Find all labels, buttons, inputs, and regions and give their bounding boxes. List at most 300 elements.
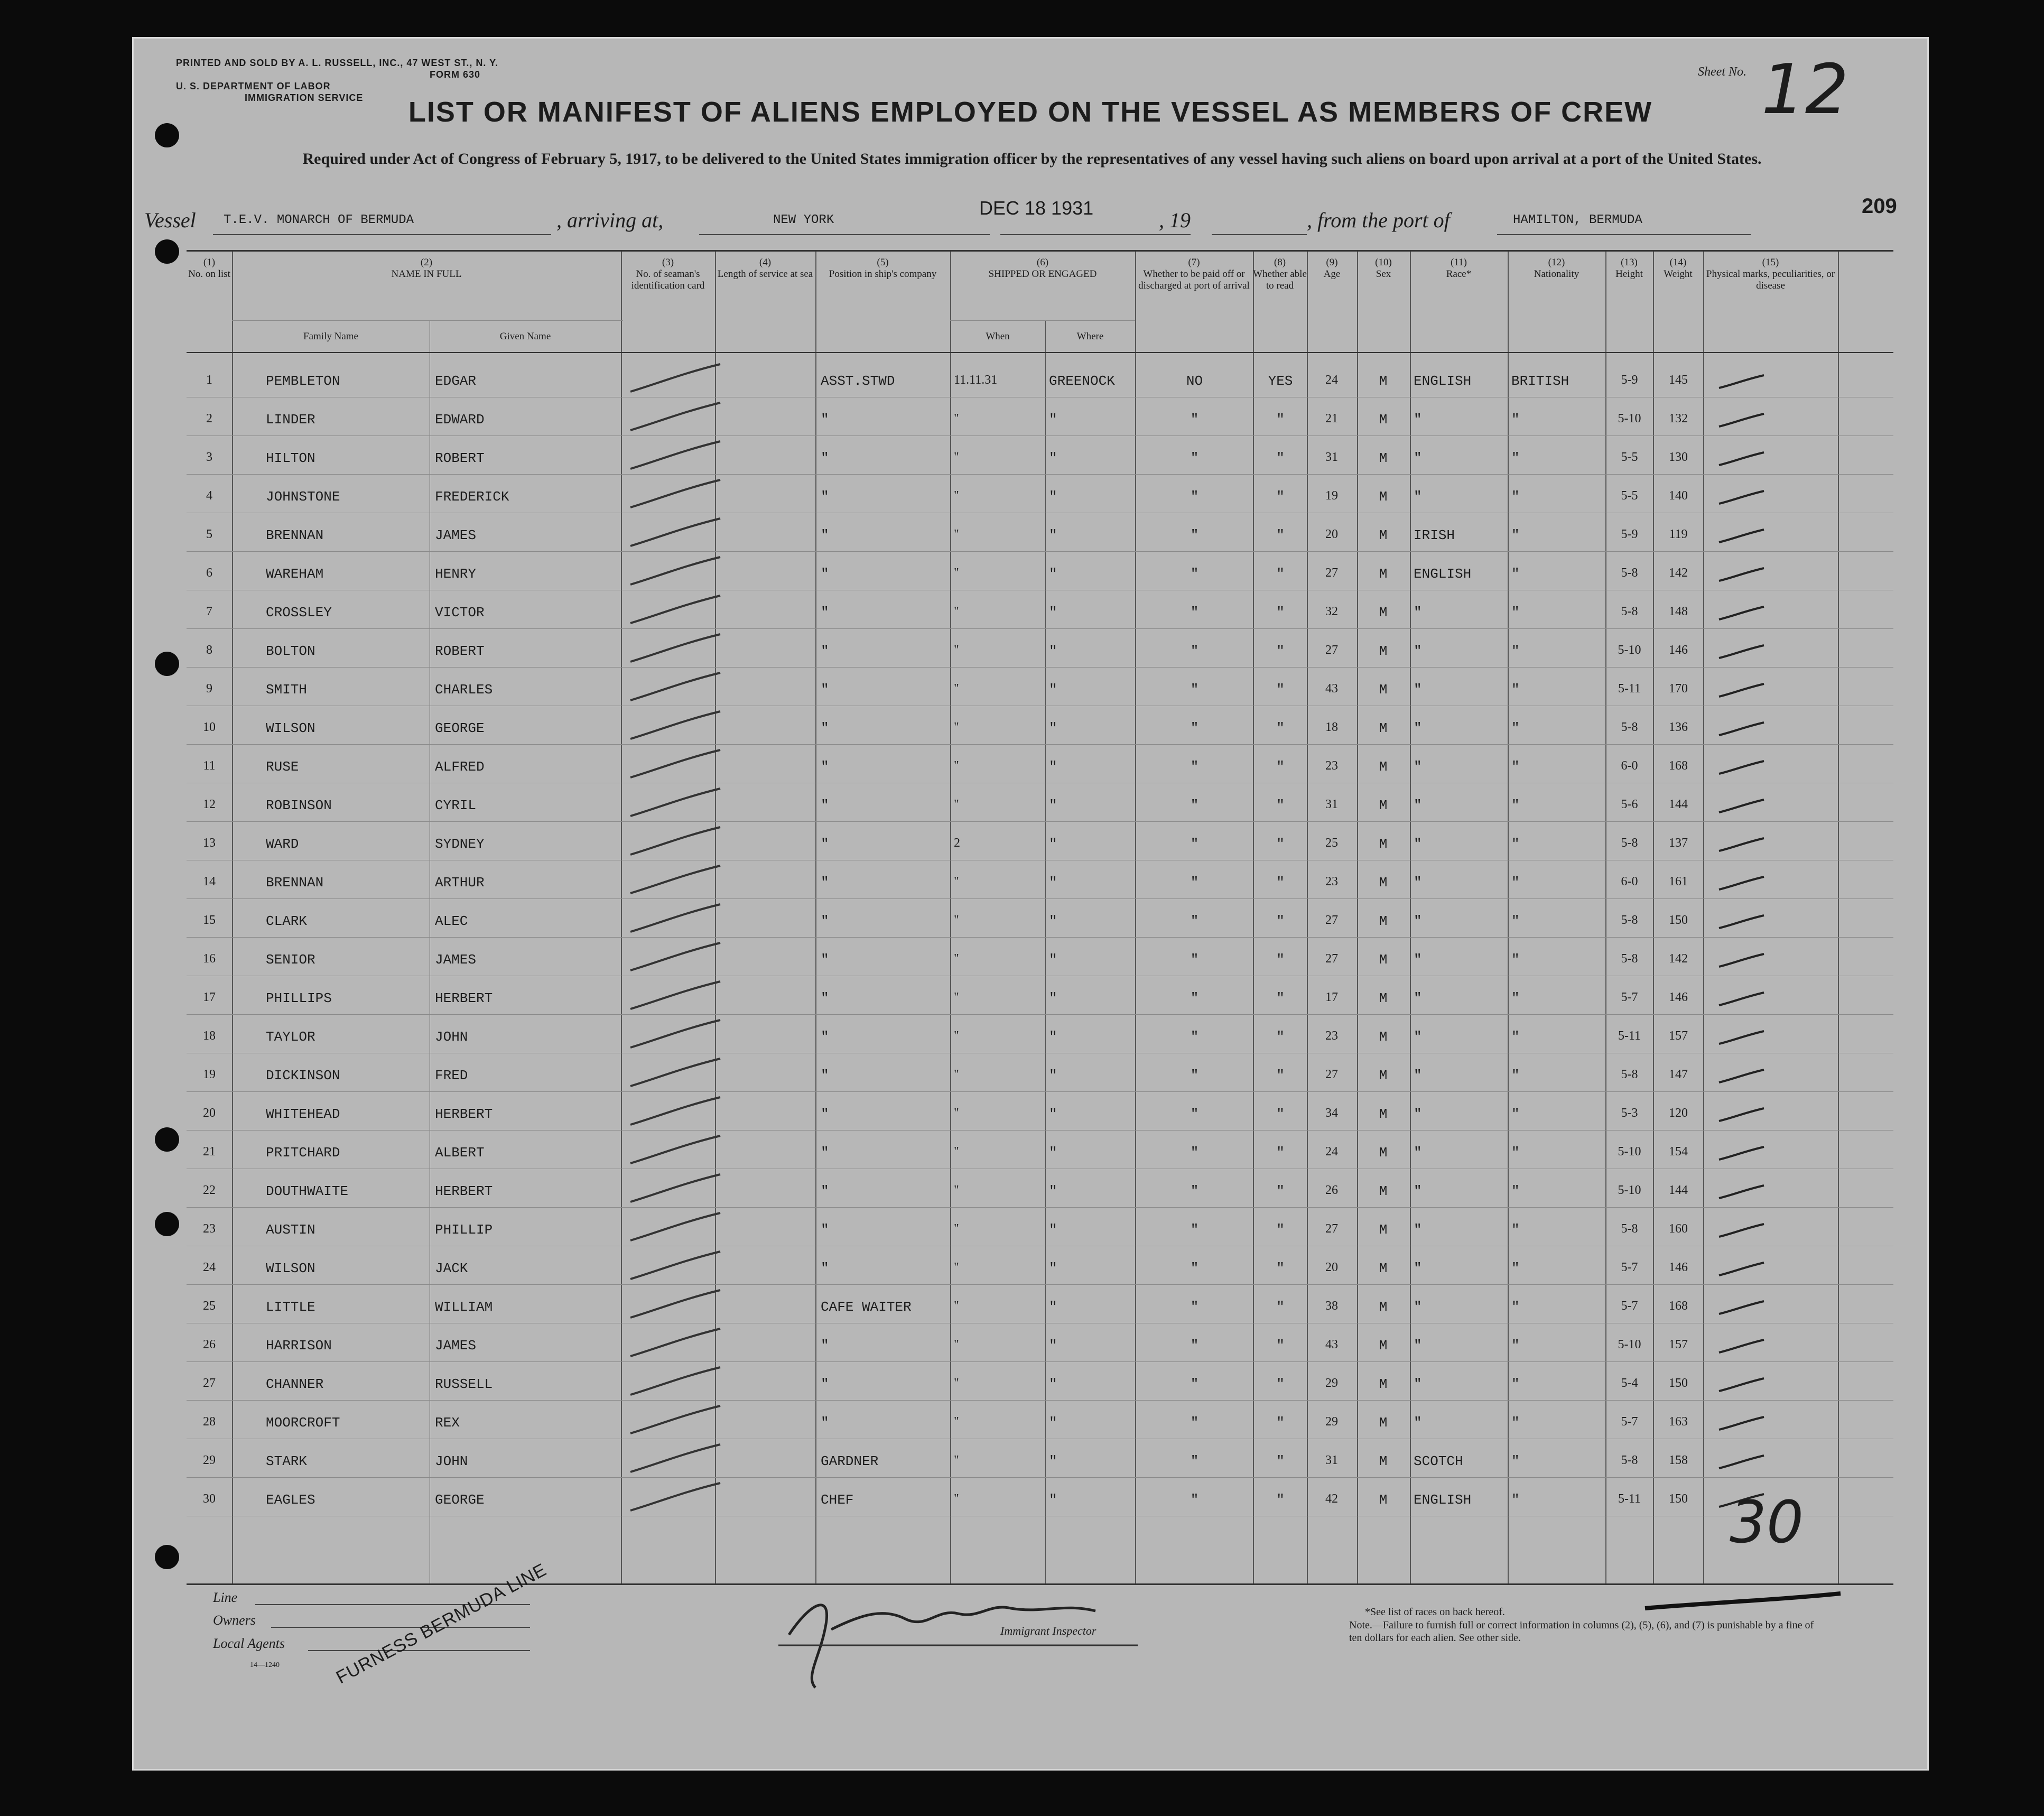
cell-when: " — [954, 412, 959, 425]
arriving-label: , arriving at, — [556, 208, 664, 232]
cell-height: 5-5 — [1621, 450, 1638, 464]
cell-height: 5-6 — [1621, 798, 1638, 811]
cell-height: 5-10 — [1618, 412, 1641, 425]
cell-given: HERBERT — [435, 1106, 493, 1122]
cell-weight: 150 — [1669, 1376, 1688, 1390]
cell-paid: " — [1190, 450, 1199, 466]
cell-when: " — [954, 1299, 959, 1313]
col-header-age: (9) Age — [1323, 257, 1341, 280]
check-mark-icon — [625, 1054, 726, 1091]
cell-age: 43 — [1325, 682, 1338, 696]
cell-race: " — [1414, 836, 1422, 852]
cell-no: 21 — [203, 1145, 216, 1159]
cell-read: " — [1276, 759, 1285, 775]
cell-race: IRISH — [1414, 527, 1455, 543]
cell-where: " — [1049, 1299, 1057, 1315]
cell-nationality: " — [1511, 412, 1520, 428]
cell-weight: 146 — [1669, 643, 1688, 657]
cell-nationality: " — [1511, 450, 1520, 466]
cell-position: " — [821, 450, 829, 466]
cell-family: STARK — [266, 1453, 308, 1469]
cell-no: 23 — [203, 1222, 216, 1236]
cell-nationality: " — [1511, 1261, 1520, 1276]
cell-no: 27 — [203, 1376, 216, 1390]
cell-given: JOHN — [435, 1453, 468, 1469]
cell-race: " — [1414, 1376, 1422, 1392]
cell-read: " — [1276, 412, 1285, 428]
cell-nationality: " — [1511, 720, 1520, 736]
check-mark-icon — [625, 1402, 726, 1439]
cell-where: " — [1049, 952, 1057, 968]
col-header-nationality: (12) Nationality — [1534, 257, 1580, 280]
cell-age: 43 — [1325, 1338, 1338, 1351]
cell-read: " — [1276, 489, 1285, 505]
page-subtitle: Required under Act of Congress of February 5, 1917, to be delivered to the United States immigration officer by the representatives of any vessel having such aliens on board upon arrival at a port of the United States. — [302, 150, 1762, 168]
punch-hole — [155, 652, 179, 676]
check-mark-icon — [625, 1324, 726, 1361]
cell-no: 13 — [203, 836, 216, 850]
cell-no: 18 — [203, 1029, 216, 1043]
races-note: *See list of races on back hereof. — [1365, 1606, 1505, 1618]
cell-sex: M — [1379, 643, 1388, 659]
check-mark-icon — [625, 1440, 726, 1477]
cell-when: 2 — [954, 836, 960, 850]
cell-height: 6-0 — [1621, 875, 1638, 888]
cell-weight: 145 — [1669, 373, 1688, 387]
cell-height: 5-7 — [1621, 1261, 1638, 1274]
cell-nationality: " — [1511, 798, 1520, 813]
tick-mark-icon — [1716, 796, 1769, 818]
cell-paid: " — [1190, 875, 1199, 891]
cell-race: " — [1414, 1068, 1422, 1083]
cell-sex: M — [1379, 373, 1388, 389]
cell-weight: 130 — [1669, 450, 1688, 464]
cell-no: 11 — [203, 759, 216, 773]
cell-where: " — [1049, 875, 1057, 891]
cell-paid: " — [1190, 1453, 1199, 1469]
cell-nationality: " — [1511, 759, 1520, 775]
cell-weight: 132 — [1669, 412, 1688, 425]
company-stamp: FURNESS BERMUDA LINE — [332, 1559, 550, 1688]
cell-where: " — [1049, 1029, 1057, 1045]
printer-line: PRINTED AND SOLD BY A. L. RUSSELL, INC., 47 WEST ST., N. Y. — [176, 58, 499, 68]
cell-paid: " — [1190, 1492, 1199, 1508]
cell-where: " — [1049, 605, 1057, 620]
cell-position: " — [821, 1261, 829, 1276]
cell-paid: " — [1190, 1068, 1199, 1083]
total-count: 30 — [1730, 1488, 1804, 1556]
check-mark-icon — [625, 476, 726, 513]
cell-given: VICTOR — [435, 605, 485, 620]
cell-weight: 119 — [1669, 527, 1688, 541]
cell-height: 5-7 — [1621, 1299, 1638, 1313]
cell-read: " — [1276, 1029, 1285, 1045]
tick-mark-icon — [1716, 835, 1769, 856]
col-header-where: Where — [1076, 331, 1104, 342]
penalty-note: Note.—Failure to furnish full or correct information in columns (2), (5), (6), and (7) is punishable by a fine of ten dollars for each alien. See other side. — [1349, 1619, 1814, 1644]
cell-given: GEORGE — [435, 1492, 485, 1508]
punch-hole — [155, 239, 179, 264]
cell-sex: M — [1379, 1222, 1388, 1238]
cell-read: " — [1276, 450, 1285, 466]
cell-given: JAMES — [435, 952, 477, 968]
cell-given: REX — [435, 1415, 460, 1431]
check-mark-icon — [625, 1209, 726, 1246]
cell-height: 5-8 — [1621, 1068, 1638, 1081]
cell-position: CHEF — [821, 1492, 854, 1508]
cell-when: " — [954, 1106, 959, 1120]
cell-read: " — [1276, 1453, 1285, 1469]
cell-height: 5-8 — [1621, 1222, 1638, 1236]
cell-position: " — [821, 1183, 829, 1199]
cell-height: 5-9 — [1621, 527, 1638, 541]
cell-where: " — [1049, 759, 1057, 775]
cell-family: CROSSLEY — [266, 605, 332, 620]
tick-mark-icon — [1716, 951, 1769, 972]
cell-given: EDWARD — [435, 412, 485, 428]
cell-given: ARTHUR — [435, 875, 485, 891]
cell-given: ROBERT — [435, 450, 485, 466]
cell-sex: M — [1379, 875, 1388, 891]
cell-paid: " — [1190, 1338, 1199, 1354]
cell-weight: 142 — [1669, 952, 1688, 966]
cell-paid: " — [1190, 527, 1199, 543]
cell-height: 5-4 — [1621, 1376, 1638, 1390]
cell-family: BOLTON — [266, 643, 315, 659]
cell-nationality: " — [1511, 1029, 1520, 1045]
col-header-name: (2) NAME IN FULL — [391, 257, 462, 280]
cell-read: " — [1276, 720, 1285, 736]
cell-position: " — [821, 566, 829, 582]
col-header-when: When — [986, 331, 1010, 342]
cell-sex: M — [1379, 1068, 1388, 1083]
cell-weight: 150 — [1669, 913, 1688, 927]
cell-where: " — [1049, 1453, 1057, 1469]
cell-when: " — [954, 566, 959, 580]
cell-height: 5-7 — [1621, 990, 1638, 1004]
col-header-height: (13) Height — [1615, 257, 1643, 280]
cell-position: " — [821, 836, 829, 852]
cell-weight: 157 — [1669, 1338, 1688, 1351]
cell-given: CYRIL — [435, 798, 477, 813]
cell-no: 22 — [203, 1183, 216, 1197]
cell-race: " — [1414, 643, 1422, 659]
cell-height: 5-11 — [1618, 1029, 1641, 1043]
tick-mark-icon — [1716, 449, 1769, 470]
cell-no: 28 — [203, 1415, 216, 1429]
cell-nationality: " — [1511, 1068, 1520, 1083]
cell-when: " — [954, 1068, 959, 1081]
cell-family: DOUTHWAITE — [266, 1183, 349, 1199]
cell-no: 19 — [203, 1068, 216, 1081]
cell-where: " — [1049, 1183, 1057, 1199]
owners-label: Owners — [213, 1613, 256, 1628]
cell-position: " — [821, 1145, 829, 1161]
cell-read: " — [1276, 875, 1285, 891]
cell-sex: M — [1379, 798, 1388, 813]
inspector-signature — [768, 1571, 1169, 1698]
cell-height: 5-8 — [1621, 913, 1638, 927]
cell-where: " — [1049, 1376, 1057, 1392]
cell-sex: M — [1379, 1029, 1388, 1045]
cell-given: WILLIAM — [435, 1299, 493, 1315]
cell-when: " — [954, 489, 959, 503]
cell-nationality: " — [1511, 913, 1520, 929]
sheet-label: Sheet No. — [1698, 65, 1746, 79]
cell-family: JOHNSTONE — [266, 489, 340, 505]
cell-family: AUSTIN — [266, 1222, 315, 1238]
cell-no: 17 — [203, 990, 216, 1004]
cell-age: 20 — [1325, 527, 1338, 541]
cell-read: " — [1276, 1106, 1285, 1122]
cell-given: FRED — [435, 1068, 468, 1083]
cell-family: DICKINSON — [266, 1068, 340, 1083]
tick-mark-icon — [1716, 1028, 1769, 1049]
tick-mark-icon — [1716, 989, 1769, 1011]
cell-no: 20 — [203, 1106, 216, 1120]
cell-where: " — [1049, 527, 1057, 543]
cell-race: " — [1414, 1029, 1422, 1045]
cell-read: " — [1276, 527, 1285, 543]
crew-table — [187, 250, 1893, 1585]
cell-family: HARRISON — [266, 1338, 332, 1354]
cell-position: " — [821, 952, 829, 968]
cell-given: HENRY — [435, 566, 477, 582]
tick-mark-icon — [1716, 1452, 1769, 1474]
cell-position: " — [821, 1029, 829, 1045]
cell-age: 31 — [1325, 1453, 1338, 1467]
cell-read: " — [1276, 1068, 1285, 1083]
cell-when: " — [954, 990, 959, 1004]
cell-where: " — [1049, 566, 1057, 582]
cell-nationality: " — [1511, 1145, 1520, 1161]
tick-mark-icon — [1716, 526, 1769, 548]
department-line: U. S. DEPARTMENT OF LABOR — [176, 81, 331, 91]
cell-read: " — [1276, 1183, 1285, 1199]
cell-race: " — [1414, 605, 1422, 620]
cell-paid: " — [1190, 798, 1199, 813]
cell-family: HILTON — [266, 450, 315, 466]
cell-when: " — [954, 952, 959, 966]
cell-family: WHITEHEAD — [266, 1106, 340, 1122]
cell-height: 5-7 — [1621, 1415, 1638, 1429]
check-mark-icon — [625, 977, 726, 1014]
cell-nationality: " — [1511, 1106, 1520, 1122]
service-line: IMMIGRATION SERVICE — [245, 92, 364, 103]
cell-read: " — [1276, 1338, 1285, 1354]
cell-paid: " — [1190, 1376, 1199, 1392]
cell-sex: M — [1379, 1261, 1388, 1276]
form-line: FORM 630 — [430, 69, 481, 80]
cell-when: " — [954, 527, 959, 541]
cell-family: WILSON — [266, 720, 315, 736]
cell-given: EDGAR — [435, 373, 477, 389]
arrival-date: DEC 18 1931 — [979, 197, 1094, 219]
check-mark-icon — [625, 1479, 726, 1516]
punch-hole — [155, 1127, 179, 1152]
cell-family: BRENNAN — [266, 875, 324, 891]
cell-no: 5 — [206, 527, 212, 541]
cell-height: 5-11 — [1618, 682, 1641, 696]
cell-age: 24 — [1325, 373, 1338, 387]
cell-family: RUSE — [266, 759, 299, 775]
cell-no: 2 — [206, 412, 212, 425]
year-label: , 19 — [1159, 208, 1191, 232]
tick-mark-icon — [1716, 411, 1769, 432]
cell-paid: " — [1190, 836, 1199, 852]
cell-where: " — [1049, 1222, 1057, 1238]
cell-height: 6-0 — [1621, 759, 1638, 773]
cell-weight: 168 — [1669, 1299, 1688, 1313]
vessel-name: T.E.V. MONARCH OF BERMUDA — [224, 213, 414, 227]
from-port-label: , from the port of — [1307, 208, 1450, 232]
cell-nationality: " — [1511, 836, 1520, 852]
cell-height: 5-11 — [1618, 1492, 1641, 1506]
cell-age: 25 — [1325, 836, 1338, 850]
cell-read: " — [1276, 1261, 1285, 1276]
cell-nationality: " — [1511, 682, 1520, 698]
cell-when: " — [954, 450, 959, 464]
cell-sex: M — [1379, 566, 1388, 582]
cell-weight: 157 — [1669, 1029, 1688, 1043]
cell-race: " — [1414, 720, 1422, 736]
cell-family: SMITH — [266, 682, 308, 698]
cell-nationality: " — [1511, 489, 1520, 505]
tick-mark-icon — [1716, 1414, 1769, 1435]
col-header-card: (3) No. of seaman's identification card — [631, 257, 705, 291]
cell-paid: " — [1190, 489, 1199, 505]
cell-paid: " — [1190, 990, 1199, 1006]
cell-no: 6 — [206, 566, 212, 580]
cell-where: " — [1049, 643, 1057, 659]
tick-mark-icon — [1716, 1259, 1769, 1281]
cell-family: ROBINSON — [266, 798, 332, 813]
form-number: 209 — [1862, 194, 1897, 218]
cell-weight: 140 — [1669, 489, 1688, 503]
cell-position: " — [821, 759, 829, 775]
cell-paid: " — [1190, 566, 1199, 582]
check-mark-icon — [625, 1170, 726, 1207]
punch-hole — [155, 1545, 179, 1569]
cell-sex: M — [1379, 1338, 1388, 1354]
cell-where: " — [1049, 1338, 1057, 1354]
cell-height: 5-10 — [1618, 1183, 1641, 1197]
col-header-service: (4) Length of service at sea — [717, 257, 813, 280]
tick-mark-icon — [1716, 1144, 1769, 1165]
cell-race: " — [1414, 875, 1422, 891]
cell-race: " — [1414, 990, 1422, 1006]
cell-height: 5-8 — [1621, 952, 1638, 966]
cell-read: " — [1276, 990, 1285, 1006]
cell-age: 19 — [1325, 489, 1338, 503]
check-mark-icon — [625, 784, 726, 821]
check-mark-icon — [625, 437, 726, 474]
cell-read: " — [1276, 1222, 1285, 1238]
cell-where: " — [1049, 913, 1057, 929]
cell-no: 1 — [206, 373, 212, 387]
col-header-read: (8) Whether able to read — [1253, 257, 1307, 291]
cell-age: 27 — [1325, 1068, 1338, 1081]
cell-height: 5-8 — [1621, 566, 1638, 580]
cell-family: WARD — [266, 836, 299, 852]
cell-weight: 170 — [1669, 682, 1688, 696]
cell-sex: M — [1379, 720, 1388, 736]
cell-age: 26 — [1325, 1183, 1338, 1197]
tick-mark-icon — [1716, 1067, 1769, 1088]
cell-when: " — [954, 605, 959, 618]
cell-race: " — [1414, 682, 1422, 698]
tick-mark-icon — [1716, 1375, 1769, 1396]
cell-nationality: " — [1511, 990, 1520, 1006]
cell-when: " — [954, 1453, 959, 1467]
cell-when: " — [954, 682, 959, 696]
cell-where: " — [1049, 412, 1057, 428]
cell-given: JAMES — [435, 1338, 477, 1354]
cell-age: 42 — [1325, 1492, 1338, 1506]
cell-given: JAMES — [435, 527, 477, 543]
cell-height: 5-10 — [1618, 1145, 1641, 1159]
cell-age: 21 — [1325, 412, 1338, 425]
cell-position: " — [821, 643, 829, 659]
cell-nationality: " — [1511, 1492, 1520, 1508]
cell-race: " — [1414, 412, 1422, 428]
cell-read: " — [1276, 1299, 1285, 1315]
cell-weight: 161 — [1669, 875, 1688, 888]
col-header-sex: (10) Sex — [1375, 257, 1392, 280]
cell-given: GEORGE — [435, 720, 485, 736]
cell-where: " — [1049, 720, 1057, 736]
local-agents-label: Local Agents — [213, 1636, 285, 1651]
cell-position: " — [821, 798, 829, 813]
cell-when: " — [954, 720, 959, 734]
cell-age: 31 — [1325, 798, 1338, 811]
cell-family: SENIOR — [266, 952, 315, 968]
cell-read: " — [1276, 682, 1285, 698]
cell-nationality: BRITISH — [1511, 373, 1569, 389]
cell-given: JACK — [435, 1261, 468, 1276]
cell-age: 34 — [1325, 1106, 1338, 1120]
cell-race: " — [1414, 1106, 1422, 1122]
check-mark-icon — [625, 939, 726, 976]
cell-when: " — [954, 1376, 959, 1390]
arriving-port: NEW YORK — [773, 213, 834, 227]
cell-race: ENGLISH — [1414, 566, 1472, 582]
tick-mark-icon — [1716, 1298, 1769, 1319]
cell-given: PHILLIP — [435, 1222, 493, 1238]
check-mark-icon — [625, 399, 726, 436]
check-mark-icon — [625, 360, 726, 397]
cell-where: " — [1049, 1145, 1057, 1161]
cell-race: ENGLISH — [1414, 1492, 1472, 1508]
cell-when: " — [954, 759, 959, 773]
cell-race: " — [1414, 1183, 1422, 1199]
cell-where: " — [1049, 450, 1057, 466]
cell-race: " — [1414, 798, 1422, 813]
cell-family: BRENNAN — [266, 527, 324, 543]
cell-race: " — [1414, 1222, 1422, 1238]
cell-where: " — [1049, 1106, 1057, 1122]
cell-position: " — [821, 913, 829, 929]
cell-family: CLARK — [266, 913, 308, 929]
cell-position: " — [821, 605, 829, 620]
cell-weight: 163 — [1669, 1415, 1688, 1429]
cell-position: " — [821, 1338, 829, 1354]
cell-age: 27 — [1325, 566, 1338, 580]
col-header-given: Given Name — [499, 331, 551, 342]
cell-age: 23 — [1325, 875, 1338, 888]
punch-hole — [155, 1212, 179, 1236]
cell-given: HERBERT — [435, 990, 493, 1006]
